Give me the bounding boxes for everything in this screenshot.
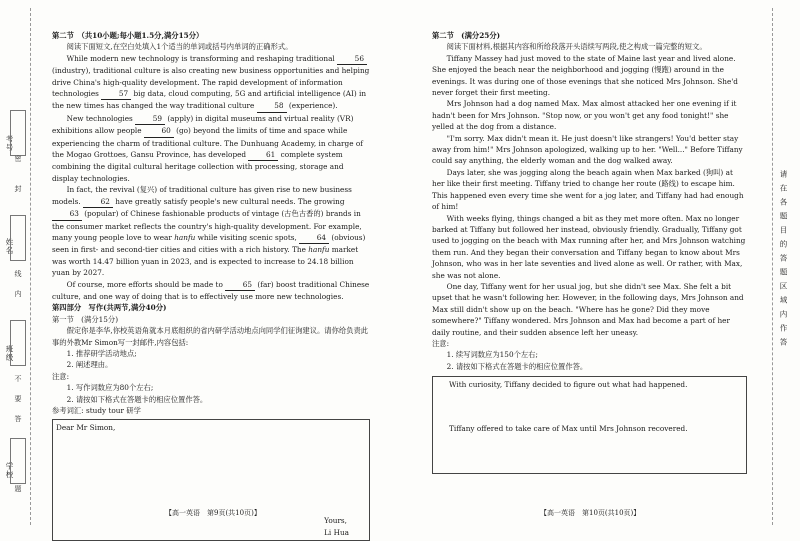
part-heading: 第四部分 写作(共两节,满分40分) [52, 303, 167, 313]
seal-char: 线 [14, 270, 22, 277]
reference-words: 参考词汇: study tour 研学 [52, 406, 141, 415]
left-page [52, 30, 370, 541]
letter-signature: Li Hua [324, 528, 349, 537]
warning-char: 内 [779, 310, 788, 318]
box-name [10, 215, 26, 261]
section-instruction: 阅读下面短文,在空白处填入1个适当的单词或括号内单词的正确形式。 [66, 42, 293, 52]
label-name: 姓名 [5, 238, 14, 255]
page-footer: 【高一英语 第9页(共10页)】 [165, 509, 261, 517]
seal-char: 封 [14, 185, 22, 192]
answer-blank: 59 [135, 113, 165, 125]
seal-char: 答 [14, 415, 22, 422]
right-page [432, 30, 747, 474]
seal-char: 密 [14, 155, 22, 162]
label-class: 班级 [5, 345, 14, 362]
letter-closing: Yours, [324, 516, 347, 525]
note-label: 注意: [52, 371, 70, 381]
passage-paragraph: New technologies 59 (apply) in digital museums and virtual reality (VR) exhibitions allow people 60 (go) beyond the limits of time and space while experiencing the charm of traditional culture. The Dunhuang Academy, in charge of the Mogao Grottoes, Gansu Province, has developed 61 complete system combining the digital cultural heritage collection with processing, storage and display technologies. [52, 113, 363, 183]
answer-blank: 63 [52, 208, 82, 220]
page-footer: 【高一英语 第10页(共10页)】 [540, 509, 641, 517]
story-paragraph: Days later, she was jogging along the beach again when Max barked (狗叫) at her like their first meeting. Tiffany tried to change her route (路线) to escape him. This happened even every time she went for a jog later, and Tiffany had had enough of him! [432, 167, 744, 212]
letter-salutation: Dear Mr Simon, [56, 423, 116, 433]
warning-char: 作 [779, 324, 788, 332]
answer-blank: 57 [101, 88, 131, 100]
left-binding-strip [0, 0, 44, 533]
note-item: 2. 请按如下格式在答题卡的相应位置作答。 [446, 361, 588, 371]
answer-blank: 62 [83, 196, 113, 208]
warning-char: 请 [779, 170, 788, 178]
cut-line [772, 8, 773, 525]
answer-blank: 61 [248, 149, 278, 161]
passage-paragraph: While modern new technology is transforming and reshaping traditional 56 (industry), traditional culture is also creating new business opportunities and helping drive China's high-quality development. The rapid development of information technologies 57 big data, cloud computing, 5G and artificial intelligence (AI) in the new times has changed the way traditional culture 58 (experience). [52, 53, 370, 113]
answer-blank: 58 [257, 100, 287, 112]
answer-blank: 56 [337, 53, 367, 65]
warning-char: 题 [779, 268, 788, 276]
story-paragraph: "I'm sorry. Max didn't mean it. He just doesn't like strangers! You'd better stay away from him!" Mrs Johnson apologized, walking up to her. "Well..." Before Tiffany could say anything, the elderly woman and the dog walked away. [432, 133, 743, 166]
continuation-answer-box[interactable] [432, 376, 747, 474]
note-label: 注意: [432, 338, 450, 348]
warning-char: 答 [779, 254, 788, 262]
answer-blank: 60 [144, 125, 174, 137]
answer-blank: 65 [225, 279, 255, 291]
note-item: 2. 请按如下格式在答题卡的相应位置作答。 [66, 394, 208, 404]
story-paragraph: With weeks flying, things changed a bit as they met more often. Max no longer barked at Tiffany but followed her instead, obviously friendly. Gradually, Tiffany got used to jogging on the beach with Max running after her, and Mrs Johnson watching them run. And they began their conversation and Tiffany began to know about Mrs Johnson, who was in her late seventies and lived alone as well. Or rather, with Max, she was not alone. [432, 213, 746, 280]
warning-char: 的 [779, 240, 788, 248]
section-heading: 第二节 （共10小题;每小题1.5分,满分15分） [52, 31, 204, 40]
answer-blank: 64 [299, 232, 329, 244]
box-class [10, 320, 26, 366]
warning-char: 区 [779, 282, 788, 290]
writing-prompt: 假定你是李华,你校英语角就本月底组织的省内研学活动地点向同学们征询建议。请你给负责此事的外教Mr Simon写一封邮件,内容包括: [52, 326, 369, 347]
box-exam-number [10, 110, 26, 156]
label-exam-number: 考号 [5, 135, 14, 152]
warning-char: 域 [779, 296, 788, 304]
passage-paragraph: Of course, more efforts should be made to 65 (far) boost traditional Chinese culture, and one way of doing that is to effectively use more new technologies. [52, 279, 370, 301]
story-paragraph: Tiffany Massey had just moved to the state of Maine last year and lived alone. She enjoyed the beach near the neighborhood and jogging (慢跑) around in the evenings. It was during one of those evenings that she noticed Mrs Johnson. She'd never forget their first meeting. [432, 53, 738, 98]
passage-paragraph: In fact, the revival (复兴) of traditional culture has given rise to new business models. 62 have greatly satisfy people's new cultural needs. The growing 63 (popular) of Chinese fashionable products of vintage (古色古香的) brands in the consumer market reflects the country's high-quality development. For example, many young people love to wear hanfu while visiting scenic spots, 64 (obvious) seen in first- and second-tier cities and cities with a rich history. The hanfu market was worth 14.47 billion yuan in 2023, and is expected to increase to 24.18 billion yuan by 2027. [52, 185, 366, 278]
seal-char: 不 [14, 375, 22, 382]
label-school: 学校 [5, 462, 14, 479]
warning-char: 各 [779, 198, 788, 206]
warning-char: 题 [779, 212, 788, 220]
section-heading: 第一节 (满分15分) [52, 314, 119, 324]
letter-answer-box[interactable] [52, 419, 370, 541]
paragraph-opener-1: With curiosity, Tiffany decided to figure out what had happened. [449, 380, 688, 390]
warning-char: 目 [779, 226, 788, 234]
section-heading: 第二节 (满分25分) [432, 31, 501, 40]
story-paragraph: Mrs Johnson had a dog named Max. Max almost attacked her one evening if it hadn't been for Mrs Johnson. "Stop now, or you won't get any food tonight!" she yelled at the dog from a distance. [432, 99, 737, 132]
seal-char: 内 [14, 290, 22, 297]
prompt-point: 1. 推荐研学活动地点; [66, 348, 137, 358]
warning-char: 答 [779, 338, 788, 346]
prompt-point: 2. 阐述理由。 [66, 360, 113, 370]
seal-char: 要 [14, 395, 22, 402]
seal-char: 题 [14, 485, 22, 492]
box-school [10, 438, 26, 484]
right-binding-strip [766, 0, 800, 533]
paragraph-opener-2: Tiffany offered to take care of Max until Mrs Johnson recovered. [449, 424, 688, 434]
warning-char: 在 [779, 184, 788, 192]
cut-line [30, 8, 31, 525]
note-item: 1. 续写词数应为150个左右; [446, 350, 538, 360]
story-paragraph: One day, Tiffany went for her usual jog, but she didn't see Max. She felt a bit upset that he wasn't following her. However, in the following days, Mrs Johnson and Max still didn't show up on the beach. "Where has he gone? Did they move somewhere?" Tiffany wondered. Mrs Johnson and Max had become a part of her daily routine, and their sudden absence left her uneasy. [432, 281, 744, 337]
section-instruction: 阅读下面材料,根据其内容和所给段落开头语续写两段,使之构成一篇完整的短文。 [446, 42, 707, 52]
note-item: 1. 写作词数应为80个左右; [66, 383, 154, 393]
